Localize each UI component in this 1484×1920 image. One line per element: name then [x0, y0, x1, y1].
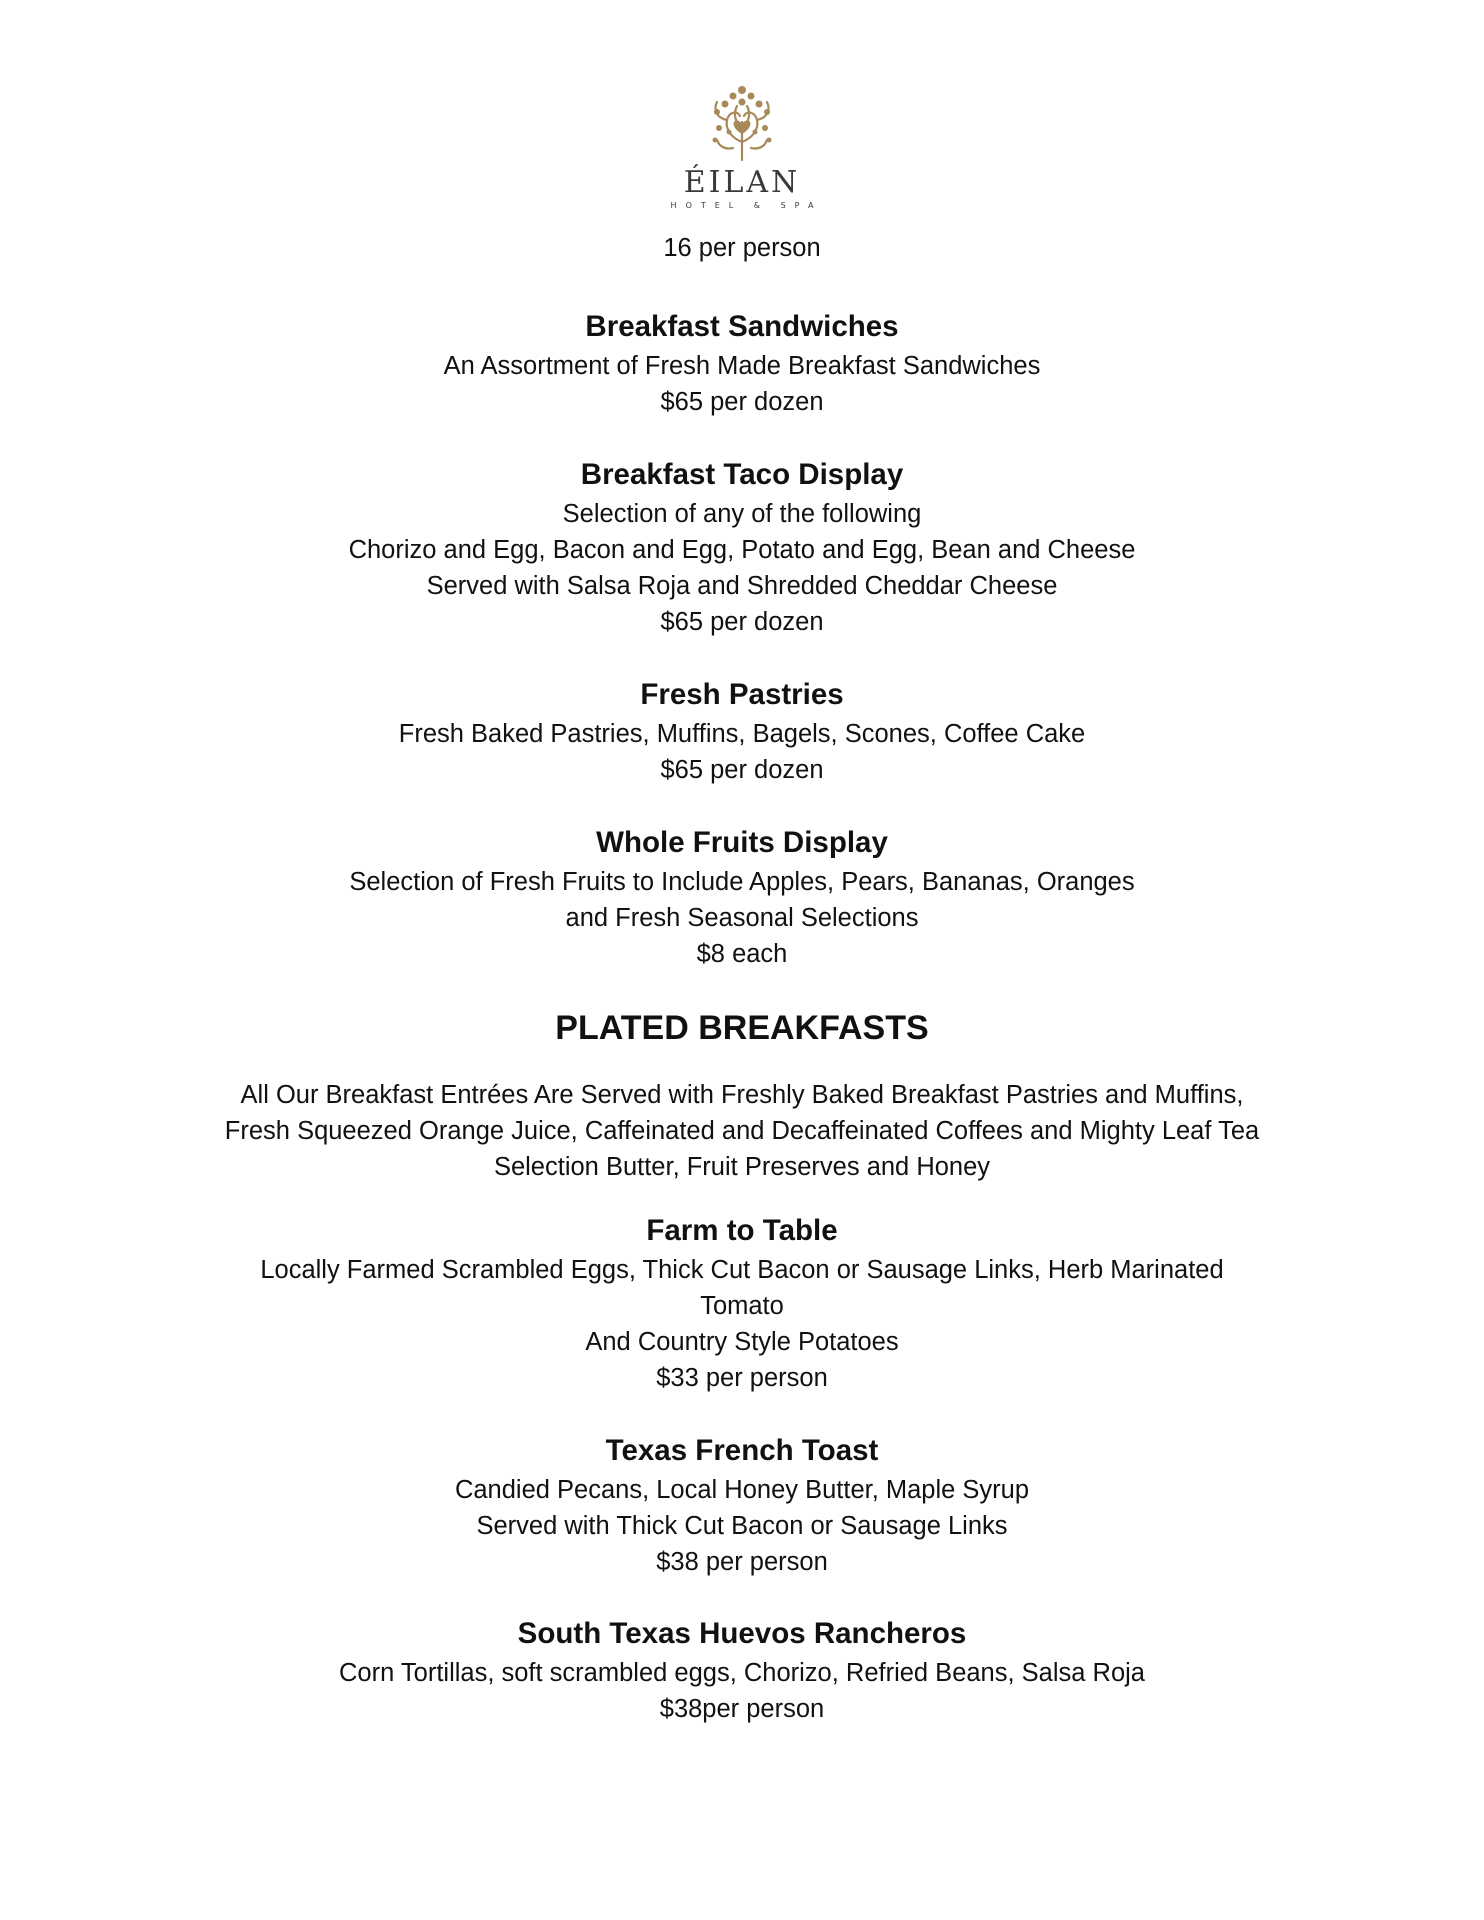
- item-title: South Texas Huevos Rancheros: [517, 1617, 967, 1650]
- item-line: Served with Salsa Roja and Shredded Cheddar Cheese: [426, 572, 1058, 600]
- tree-emblem-icon: [707, 82, 777, 162]
- item-price: $33 per person: [656, 1364, 828, 1392]
- plated-description-line: All Our Breakfast Entrées Are Served with Freshly Baked Breakfast Pastries and Muffins,: [240, 1081, 1244, 1109]
- section-title-plated: PLATED BREAKFASTS: [555, 1009, 929, 1047]
- item-price: $38 per person: [656, 1548, 828, 1576]
- item-title: Whole Fruits Display: [596, 826, 888, 859]
- item-title: Farm to Table: [646, 1214, 838, 1247]
- item-line: Corn Tortillas, soft scrambled eggs, Chorizo, Refried Beans, Salsa Roja: [339, 1659, 1145, 1687]
- item-price: $8 each: [696, 940, 788, 968]
- item-line: Selection of any of the following: [562, 500, 922, 528]
- item-price: $65 per dozen: [660, 608, 824, 636]
- item-title: Texas French Toast: [605, 1434, 879, 1467]
- item-price: $65 per dozen: [660, 388, 824, 416]
- item-line: An Assortment of Fresh Made Breakfast Sandwiches: [443, 352, 1041, 380]
- item-line: Selection of Fresh Fruits to Include Apples, Pears, Bananas, Oranges: [349, 868, 1135, 896]
- item-line: Locally Farmed Scrambled Eggs, Thick Cut Bacon or Sausage Links, Herb Marinated: [260, 1256, 1224, 1284]
- plated-description-line: Selection Butter, Fruit Preserves and Honey: [493, 1153, 991, 1181]
- item-title: Breakfast Taco Display: [580, 458, 904, 491]
- logo-subtitle: HOTEL & SPA: [670, 201, 823, 210]
- item-line: And Country Style Potatoes: [585, 1328, 899, 1356]
- logo-wordmark: ÉILAN: [683, 165, 801, 200]
- item-line: Candied Pecans, Local Honey Butter, Maple Syrup: [454, 1476, 1030, 1504]
- plated-description-line: Fresh Squeezed Orange Juice, Caffeinated and Decaffeinated Coffees and Mighty Leaf Tea: [224, 1117, 1260, 1145]
- item-price: $38per person: [659, 1695, 825, 1723]
- item-line: Tomato: [700, 1292, 784, 1320]
- intro-price: 16 per person: [663, 234, 821, 262]
- item-title: Fresh Pastries: [640, 678, 844, 711]
- hotel-logo: [0, 82, 1484, 211]
- item-line: Served with Thick Cut Bacon or Sausage Links: [476, 1512, 1008, 1540]
- item-line: Chorizo and Egg, Bacon and Egg, Potato and Egg, Bean and Cheese: [348, 536, 1136, 564]
- item-price: $65 per dozen: [660, 756, 824, 784]
- item-line: and Fresh Seasonal Selections: [565, 904, 919, 932]
- item-title: Breakfast Sandwiches: [585, 310, 899, 343]
- item-line: Fresh Baked Pastries, Muffins, Bagels, Scones, Coffee Cake: [398, 720, 1086, 748]
